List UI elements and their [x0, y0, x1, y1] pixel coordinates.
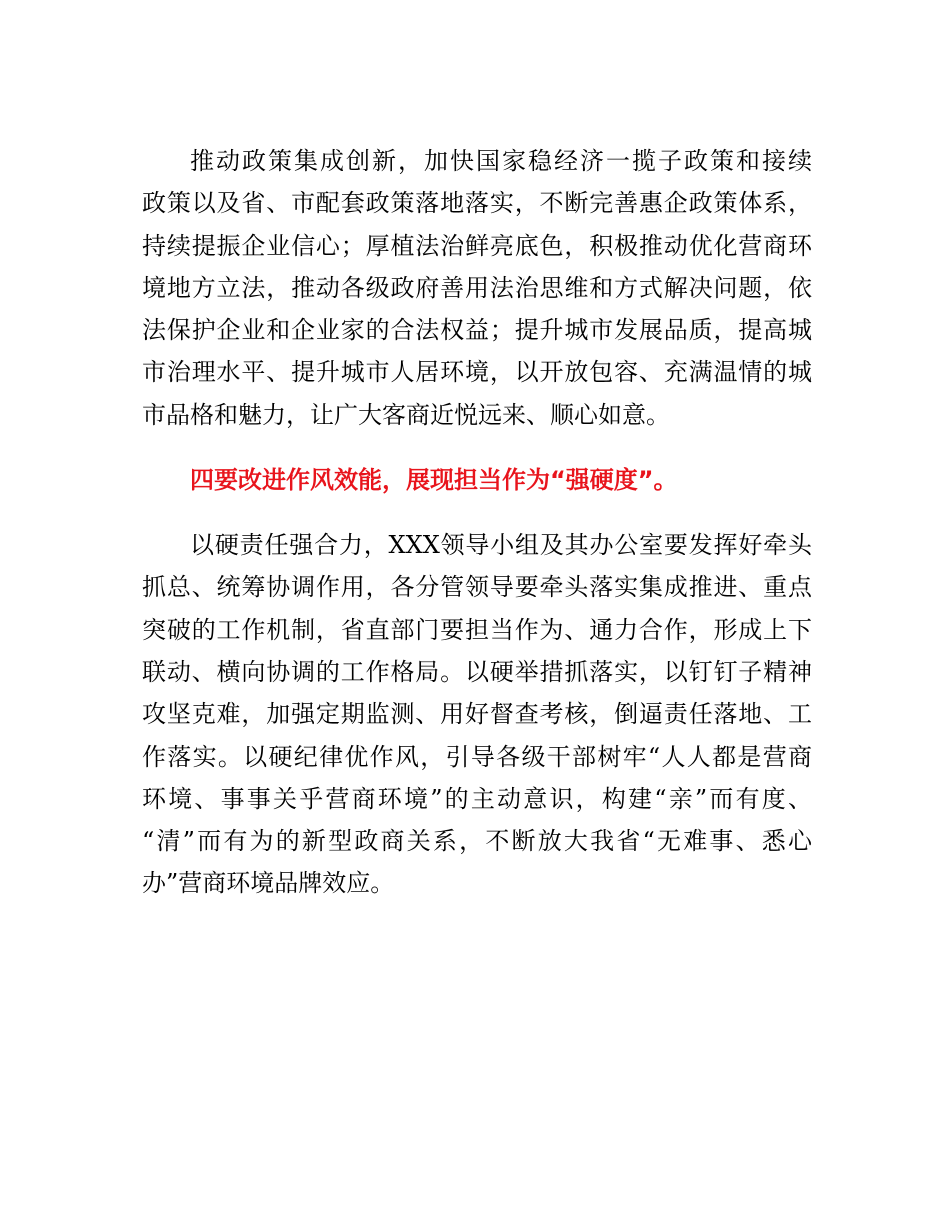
paragraph-policy-integration: [142, 140, 812, 436]
document-body: [142, 140, 812, 905]
paragraph-line: 持续提振企业信心；厚植法治鲜亮底色，积极推动优化营商环: [142, 231, 812, 260]
paragraph-line: 作落实。以硬纪律优作风，引导各级干部树牢“人人都是营商: [142, 742, 812, 771]
paragraph-line: 政策以及省、市配套政策落地落实，不断完善惠企政策体系，: [142, 189, 812, 218]
paragraph-line: 办”营商环境品牌效应。: [142, 869, 395, 898]
paragraph-line: 突破的工作机制，省直部门要担当作为、通力合作，形成上下: [142, 615, 812, 644]
paragraph-line: 境地方立法，推动各级政府善用法治思维和方式解决问题，依: [142, 273, 812, 302]
paragraph-work-style: [142, 524, 812, 905]
paragraph-line: 法保护企业和企业家的合法权益；提升城市发展品质，提高城: [142, 316, 812, 345]
paragraph-line: 联动、横向协调的工作格局。以硬举措抓落实，以钉钉子精神: [142, 657, 812, 686]
paragraph-line: 以硬责任强合力，XXX领导小组及其办公室要发挥好牵头: [190, 531, 812, 560]
paragraph-line: 环境、事事关乎营商环境”的主动意识，构建“亲”而有度、: [142, 784, 812, 813]
paragraph-line: 市品格和魅力，让广大客商近悦远来、顺心如意。: [142, 400, 670, 429]
paragraph-line: 攻坚克难，加强定期监测、用好督查考核，倒逼责任落地、工: [142, 700, 812, 729]
paragraph-line: 推动政策集成创新，加快国家稳经济一揽子政策和接续: [190, 147, 812, 175]
paragraph-line: “清”而有为的新型政商关系，不断放大我省“无难事、悉心: [142, 827, 812, 856]
section-heading: 四要改进作风效能，展现担当作为“强硬度”。: [190, 466, 678, 495]
paragraph-line: 抓总、统筹协调作用，各分管领导要牵头落实集成推进、重点: [142, 573, 812, 602]
paragraph-line: 市治理水平、提升城市人居环境，以开放包容、充满温情的城: [142, 358, 812, 387]
